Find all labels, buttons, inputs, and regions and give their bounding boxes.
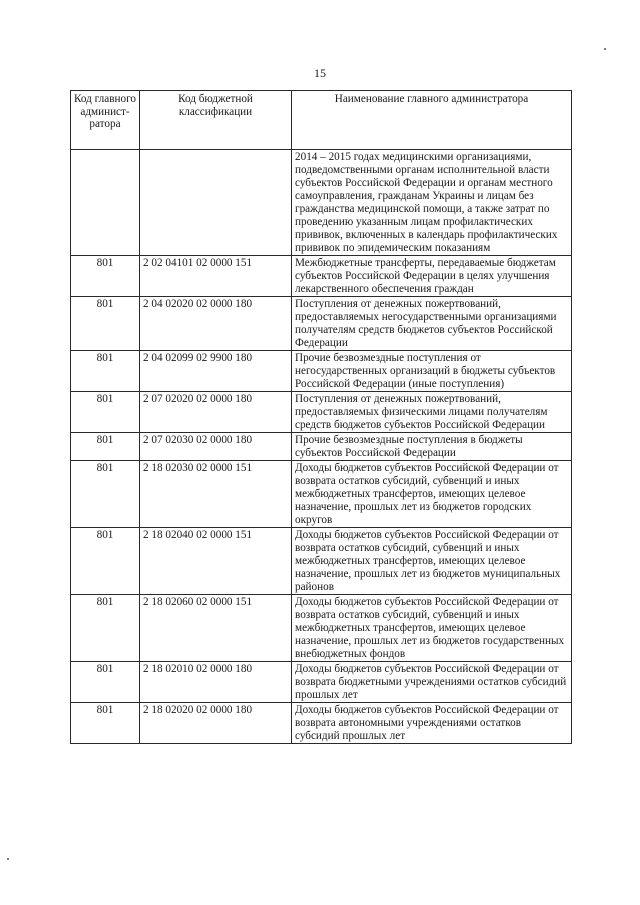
budget-code-cell: 2 18 02030 02 0000 151 <box>140 461 292 528</box>
budget-code-cell: 2 07 02030 02 0000 180 <box>140 433 292 461</box>
table-row <box>71 595 572 662</box>
admin-code-cell: 801 <box>71 351 140 392</box>
admin-name-cell: Доходы бюджетов субъектов Российской Федерации от возврата бюджетными учреждениями остатков субсидий прошлых лет <box>292 662 572 703</box>
admin-code-cell: 801 <box>71 528 140 595</box>
budget-code-cell: 2 04 02099 02 9900 180 <box>140 351 292 392</box>
budget-code-cell: 2 04 02020 02 0000 180 <box>140 297 292 351</box>
budget-code-cell: 2 18 02040 02 0000 151 <box>140 528 292 595</box>
admin-name-cell: Межбюджетные трансферты, передаваемые бюджетам субъектов Российской Федерации в целях улучшения лекарственного обеспечения граждан <box>292 256 572 297</box>
table-row <box>71 703 572 744</box>
budget-code-cell: 2 18 02060 02 0000 151 <box>140 595 292 662</box>
table-row <box>71 392 572 433</box>
budget-code-cell: 2 18 02020 02 0000 180 <box>140 703 292 744</box>
admin-name-cell: Доходы бюджетов субъектов Российской Федерации от возврата автономными учреждениями остатков субсидий прошлых лет <box>292 703 572 744</box>
admin-name-cell: Доходы бюджетов субъектов Российской Федерации от возврата остатков субсидий, субвенций и иных межбюджетных трансфертов, имеющих целевое назначение, прошлых лет из бюджетов государственных внебюджетных фондов <box>292 595 572 662</box>
admin-code-cell: 801 <box>71 595 140 662</box>
admin-code-cell: 801 <box>71 433 140 461</box>
table-row <box>71 256 572 297</box>
scan-speck <box>7 858 9 860</box>
admin-code-cell: 801 <box>71 297 140 351</box>
table-row <box>71 150 572 256</box>
budget-code-cell: 2 18 02010 02 0000 180 <box>140 662 292 703</box>
admin-code-cell: 801 <box>71 662 140 703</box>
table-row <box>71 433 572 461</box>
header-admin-code: Код главного админист-ратора <box>71 91 140 150</box>
budget-code-cell: 2 07 02020 02 0000 180 <box>140 392 292 433</box>
table-row <box>71 461 572 528</box>
table-header <box>71 91 572 150</box>
admin-name-cell: Поступления от денежных пожертвований, предоставляемых негосударственными организациями получателям средств бюджетов субъектов Российской Федерации <box>292 297 572 351</box>
budget-table <box>70 90 572 744</box>
admin-code-cell: 801 <box>71 392 140 433</box>
table-body <box>71 150 572 744</box>
admin-code-cell: 801 <box>71 703 140 744</box>
admin-name-cell: Доходы бюджетов субъектов Российской Федерации от возврата остатков субсидий, субвенций и иных межбюджетных трансфертов, имеющих целевое назначение, прошлых лет из бюджетов муниципальных районов <box>292 528 572 595</box>
admin-code-cell: 801 <box>71 256 140 297</box>
table-row <box>71 662 572 703</box>
header-budget-code: Код бюджетной классификации <box>140 91 292 150</box>
table-row <box>71 528 572 595</box>
admin-name-cell: 2014 – 2015 годах медицинскими организациями, подведомственными органам исполнительной власти субъектов Российской Федерации и органам местного самоуправления, гражданам Украины и лицам без гражданства медицинской помощи, а также затрат по проведению указанным лицам профилактических прививок, включенных в календарь профилактических прививок по эпидемическим показаниям <box>292 150 572 256</box>
admin-code-cell <box>71 150 140 256</box>
scan-speck <box>604 48 606 50</box>
header-row <box>71 91 572 150</box>
header-admin-name: Наименование главного администратора <box>292 91 572 150</box>
page-number: 15 <box>314 66 326 80</box>
admin-name-cell: Поступления от денежных пожертвований, предоставляемых физическими лицами получателям средств бюджетов субъектов Российской Федерации <box>292 392 572 433</box>
admin-name-cell: Прочие безвозмездные поступления в бюджеты субъектов Российской Федерации <box>292 433 572 461</box>
admin-name-cell: Прочие безвозмездные поступления от негосударственных организаций в бюджеты субъектов Российской Федерации (иные поступления) <box>292 351 572 392</box>
admin-code-cell: 801 <box>71 461 140 528</box>
table-row <box>71 297 572 351</box>
table-row <box>71 351 572 392</box>
budget-code-cell: 2 02 04101 02 0000 151 <box>140 256 292 297</box>
admin-name-cell: Доходы бюджетов субъектов Российской Федерации от возврата остатков субсидий, субвенций и иных межбюджетных трансфертов, имеющих целевое назначение, прошлых лет из бюджетов городских округов <box>292 461 572 528</box>
budget-code-cell <box>140 150 292 256</box>
